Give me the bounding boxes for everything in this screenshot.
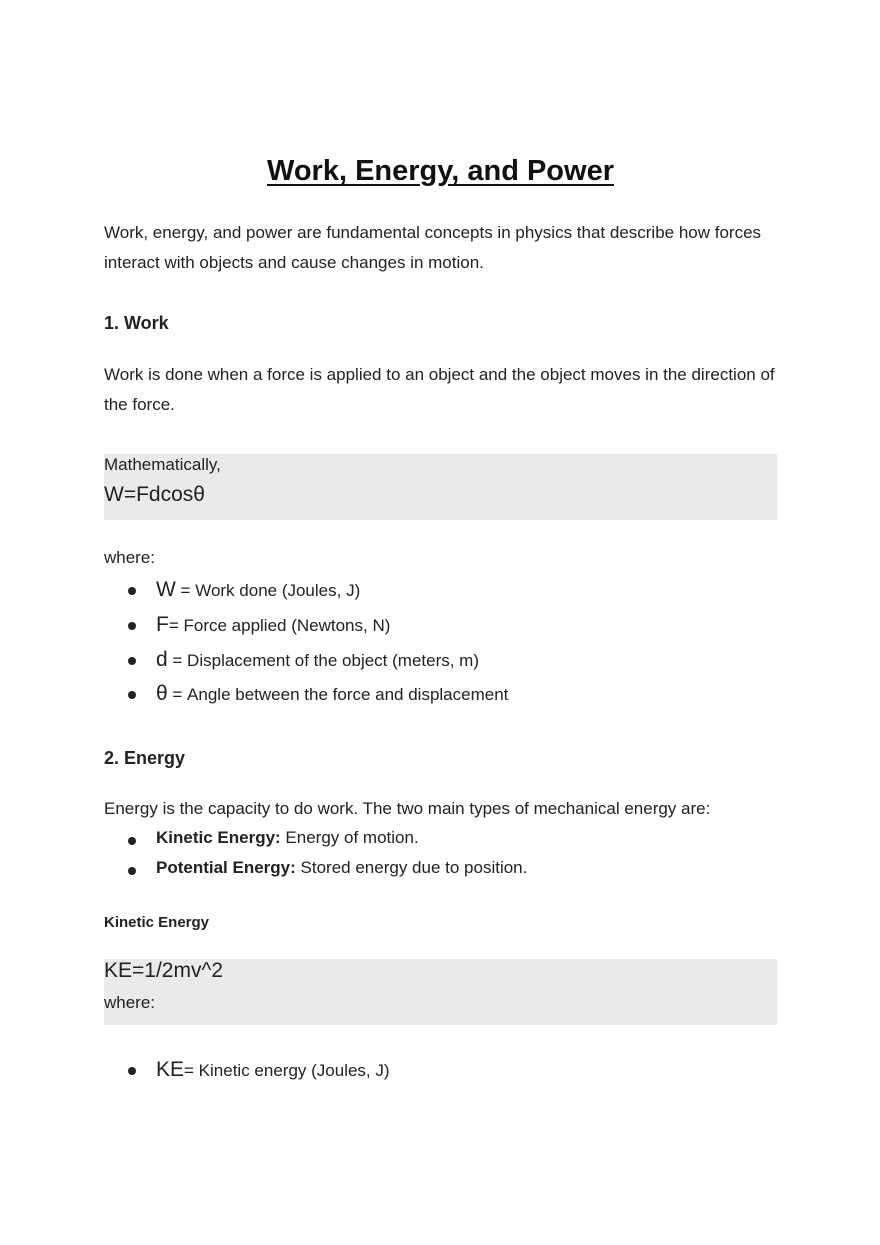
variable-description: = Work done (Joules, J) <box>175 581 361 600</box>
formula-intro: Mathematically, <box>104 455 221 474</box>
variable-symbol: d <box>156 648 168 671</box>
work-description: Work is done when a force is applied to an object and the object moves in the direction of the force. <box>104 365 775 414</box>
page-title: Work, Energy, and Power <box>266 155 614 187</box>
variable-description: = Angle between the force and displacement <box>167 685 509 704</box>
bullet-icon <box>128 691 136 699</box>
bullet-icon <box>128 1067 136 1075</box>
bullet-icon <box>128 837 136 845</box>
variable-description: = Force applied (Newtons, N) <box>168 616 391 635</box>
variable-symbol: W <box>156 578 176 601</box>
kinetic-energy-heading: Kinetic Energy <box>104 914 210 931</box>
kinetic-formula-box <box>104 959 777 1025</box>
bullet-icon <box>128 622 136 630</box>
variable-symbol: F <box>156 613 169 636</box>
bullet-icon <box>128 587 136 595</box>
energy-heading: 2. Energy <box>104 748 186 768</box>
energy-type-description: Energy of motion. <box>280 828 419 847</box>
variable-symbol: θ <box>156 682 168 705</box>
variable-symbol: KE <box>156 1058 185 1081</box>
energy-type-name: Potential Energy: <box>156 858 296 877</box>
variable-description: = Kinetic energy (Joules, J) <box>184 1061 390 1080</box>
bullet-icon <box>128 867 136 875</box>
energy-type-name: Kinetic Energy: <box>156 828 281 847</box>
variable-description: = Displacement of the object (meters, m) <box>167 651 479 670</box>
intro-paragraph: Work, energy, and power are fundamental concepts in physics that describe how forces interact with objects and cause changes in motion. <box>104 223 762 272</box>
kinetic-formula: KE=1/2mv^2 <box>104 959 223 982</box>
energy-description: Energy is the capacity to do work. The two main types of mechanical energy are: <box>104 799 711 818</box>
energy-type-description: Stored energy due to position. <box>295 858 528 877</box>
work-formula-box <box>104 454 777 520</box>
work-heading: 1. Work <box>104 313 169 333</box>
work-formula: W=Fdcosθ <box>104 483 205 506</box>
bullet-icon <box>128 657 136 665</box>
kinetic-where-label: where: <box>104 993 156 1012</box>
work-where-label: where: <box>104 548 156 567</box>
